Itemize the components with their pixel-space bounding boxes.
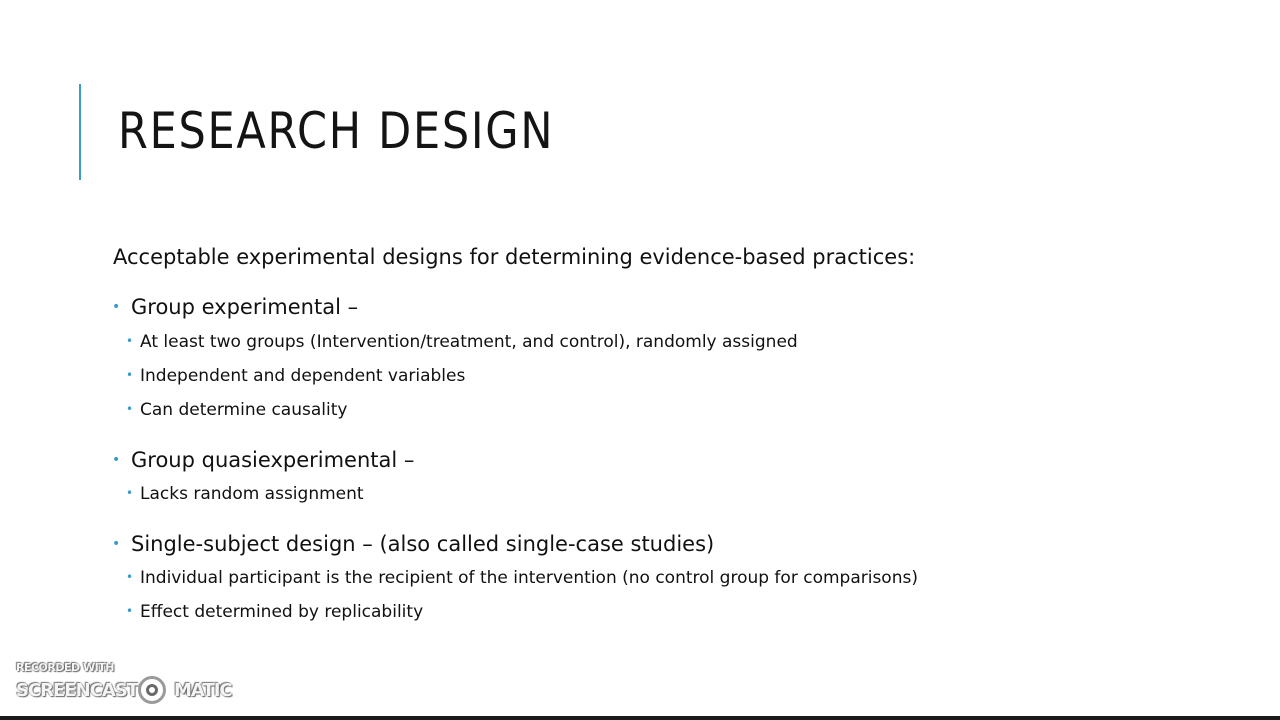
bullet-icon: •: [126, 570, 134, 584]
bullet-icon: •: [126, 368, 134, 382]
screencast-watermark: [16, 660, 246, 710]
bullet-icon: •: [112, 299, 121, 315]
slide-title: RESEARCH DESIGN: [118, 102, 555, 160]
sub-point-label: Lacks random assignment: [140, 484, 364, 504]
sub-point-label: Effect determined by replicability: [140, 602, 424, 622]
section-heading-label: Single-subject design – (also called single-case studies): [131, 532, 715, 556]
sub-point: [126, 599, 423, 624]
sub-point-label: Can determine causality: [140, 400, 348, 420]
sub-point: [126, 565, 918, 590]
watermark-right-text: MATIC: [174, 680, 232, 701]
sub-point: [126, 481, 364, 506]
intro-text: Acceptable experimental designs for determining evidence-based practices:: [113, 245, 916, 269]
logo-inner-ring: [146, 684, 158, 696]
section-heading-single-subject-design: [112, 530, 714, 558]
section-heading-label: Group quasiexperimental –: [131, 448, 415, 472]
bullet-icon: •: [126, 486, 134, 500]
bullet-icon: •: [126, 402, 134, 416]
bullet-icon: •: [112, 452, 121, 468]
watermark-top-text: RECORDED WITH: [16, 661, 114, 674]
watermark-left-text: SCREENCAST: [16, 680, 139, 701]
title-accent-rule: [79, 84, 81, 180]
section-heading-group-experimental: [112, 293, 358, 321]
screencast-o-matic-logo-icon: [138, 676, 166, 704]
bullet-icon: •: [126, 334, 134, 348]
section-heading-label: Group experimental –: [131, 295, 359, 319]
bullet-icon: •: [126, 604, 134, 618]
bullet-icon: •: [112, 536, 121, 552]
sub-point-label: Independent and dependent variables: [140, 366, 466, 386]
sub-point: [126, 363, 465, 388]
bottom-border: [0, 716, 1280, 720]
section-heading-group-quasiexperimental: [112, 446, 414, 474]
sub-point-label: Individual participant is the recipient of the intervention (no control group for comparisons): [140, 568, 918, 588]
sub-point: [126, 397, 347, 422]
sub-point-label: At least two groups (Intervention/treatment, and control), randomly assigned: [140, 332, 798, 352]
sub-point: [126, 329, 798, 354]
